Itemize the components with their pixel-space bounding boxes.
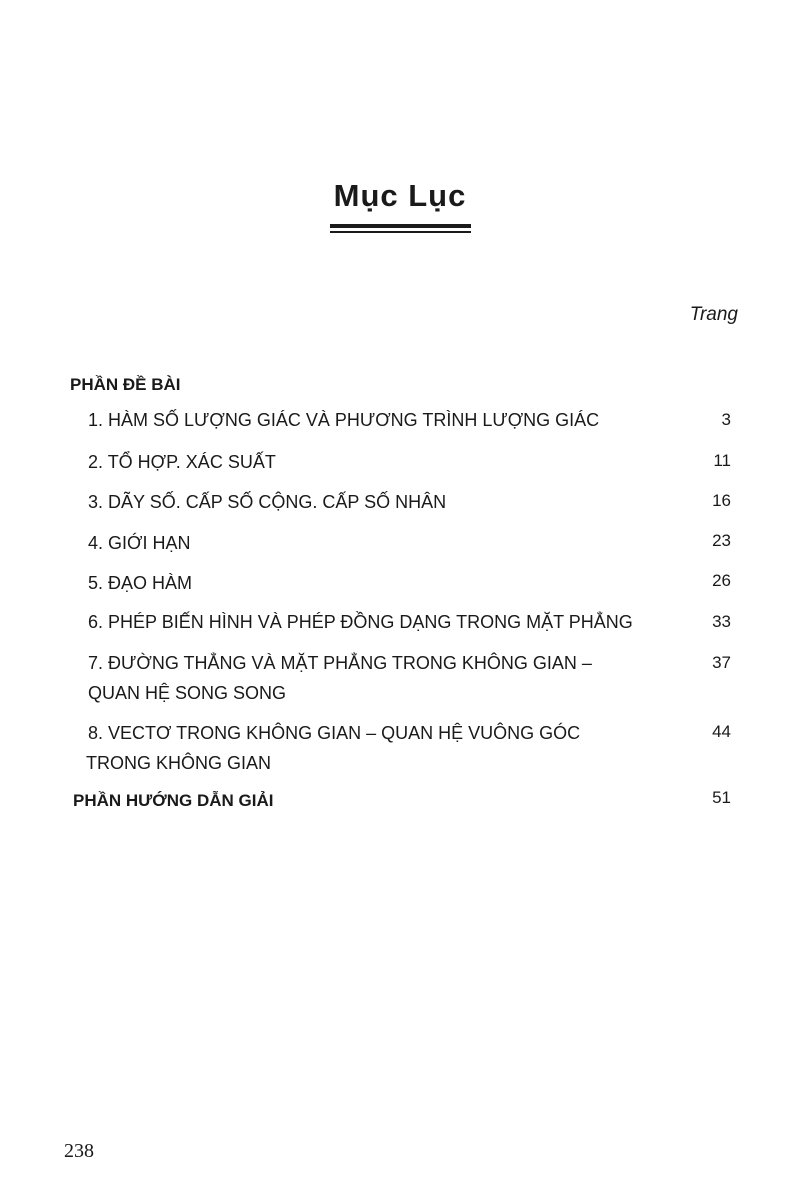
- toc-page-6: 33: [712, 612, 731, 631]
- section-heading-problems: PHẦN ĐỀ BÀI: [70, 375, 181, 394]
- toc-page-8: 44: [712, 722, 731, 741]
- toc-entry-8: [88, 718, 660, 778]
- toc-entry-8-line2: TRONG KHÔNG GIAN: [86, 753, 272, 773]
- toc-entry-7-line1: 7. ĐƯỜNG THẲNG VÀ MẶT PHẲNG TRONG KHÔNG GIAN –: [88, 653, 592, 673]
- toc-entry-7-line2: QUAN HỆ SONG SONG: [88, 683, 287, 703]
- toc-entry-8-line1: 8. VECTƠ TRONG KHÔNG GIAN – QUAN HỆ VUÔNG GÓC: [88, 723, 581, 743]
- toc-page-4: 23: [712, 531, 731, 550]
- toc-entry-2: 2. TỔ HỢP. XÁC SUẤT: [88, 452, 276, 472]
- section-heading-solutions: PHẦN HƯỚNG DẪN GIẢI: [73, 791, 274, 810]
- toc-entry-1: 1. HÀM SỐ LƯỢNG GIÁC VÀ PHƯƠNG TRÌNH LƯỢNG GIÁC: [88, 410, 600, 430]
- toc-page-1: 3: [721, 410, 731, 429]
- toc-entry-7: [88, 648, 592, 708]
- toc-page-2: 11: [713, 451, 731, 470]
- toc-entry-3: 3. DÃY SỐ. CẤP SỐ CỘNG. CẤP SỐ NHÂN: [88, 492, 447, 512]
- title-underline-thin: [330, 231, 471, 233]
- toc-entry-6: 6. PHÉP BIẾN HÌNH VÀ PHÉP ĐỒNG DẠNG TRONG MẶT PHẲNG: [88, 612, 633, 632]
- page-title: Mục Lục: [333, 178, 467, 213]
- title-underline-thick: [330, 224, 471, 228]
- toc-entry-4: 4. GIỚI HẠN: [88, 533, 191, 553]
- toc-page-solutions: 51: [712, 788, 731, 807]
- footer-page-number: 238: [64, 1140, 94, 1162]
- toc-page-3: 16: [712, 491, 731, 510]
- page-column-label: Trang: [689, 304, 738, 325]
- toc-page-5: 26: [712, 571, 731, 590]
- toc-entry-5: 5. ĐẠO HÀM: [88, 573, 193, 593]
- toc-page-7: 37: [712, 653, 731, 672]
